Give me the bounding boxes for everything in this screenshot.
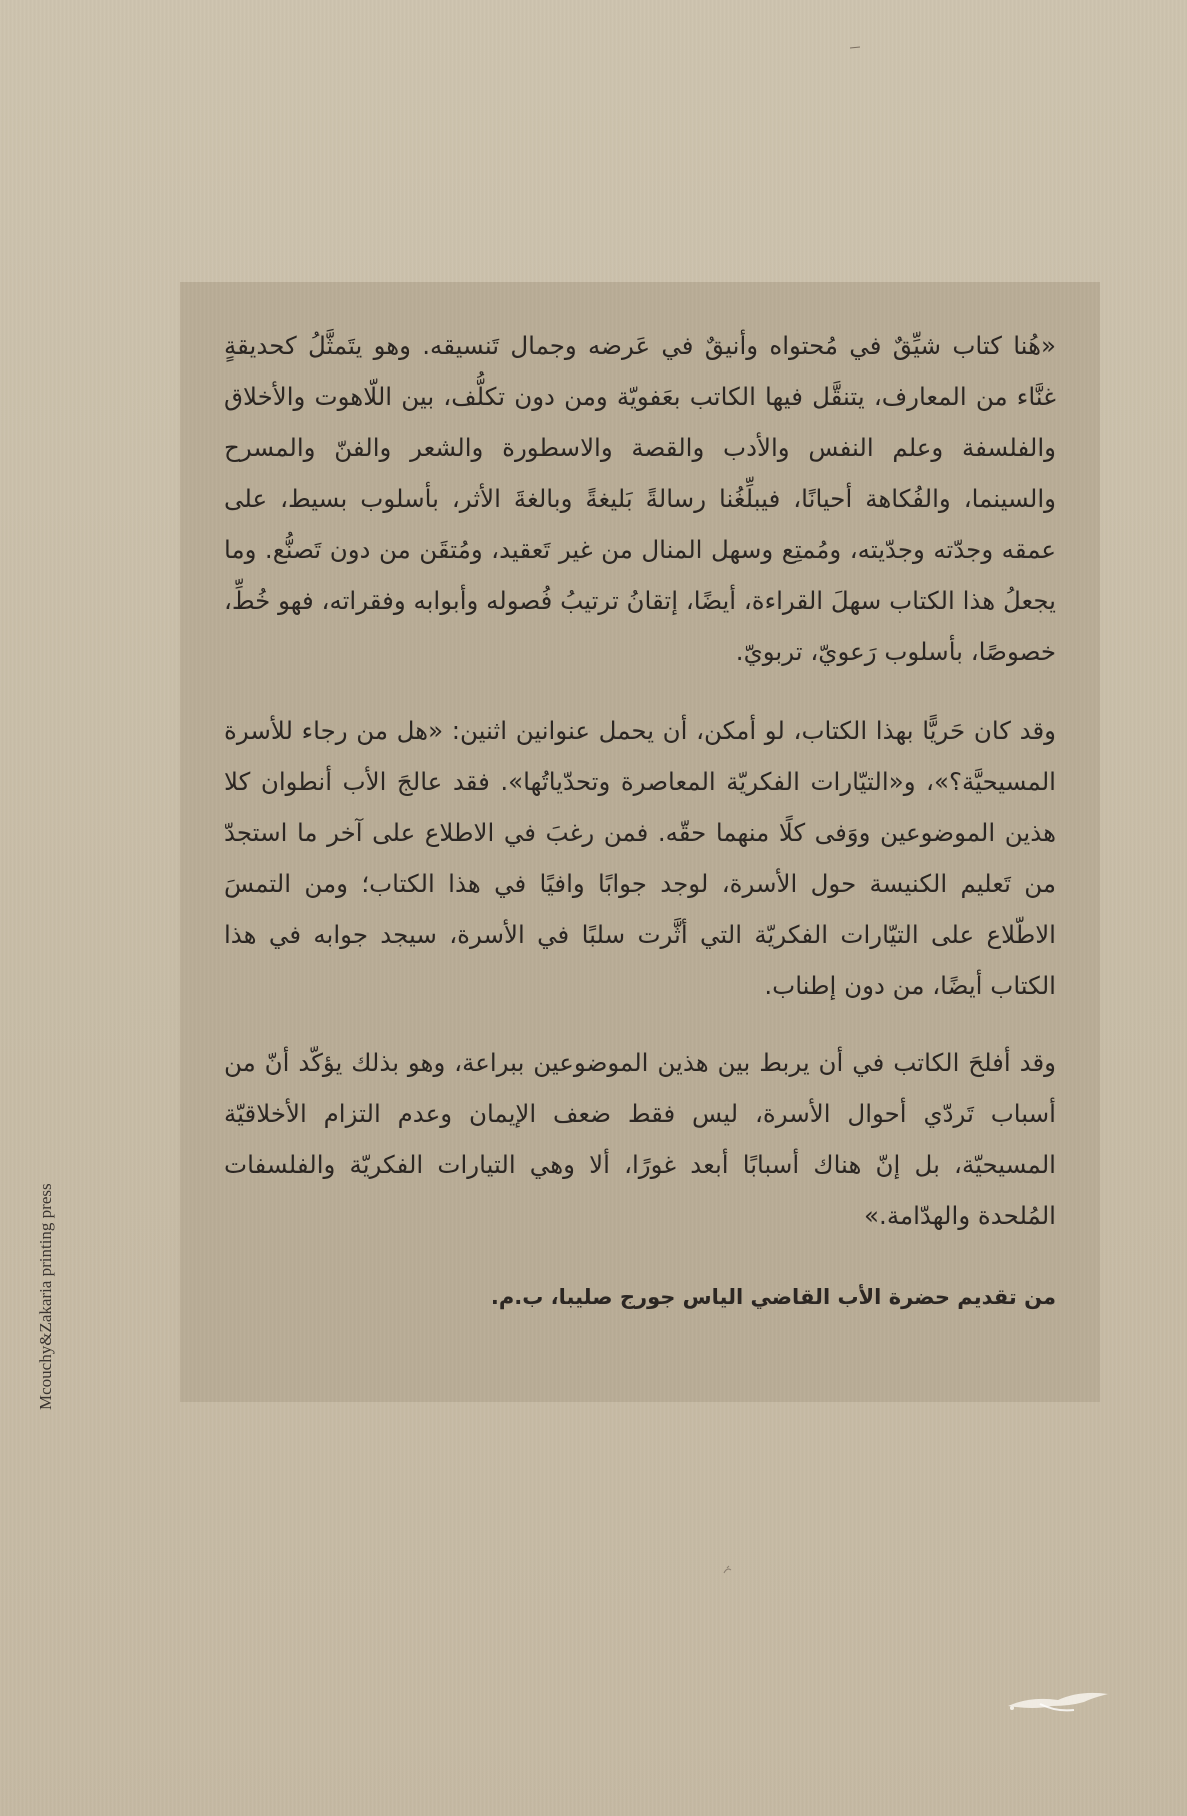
- blurb-paragraph-1: «هُنا كتاب شيِّقٌ في مُحتواه وأنيقٌ في عَرضه وجمال تَنسيقه. وهو يتَمثَّلُ كحديقةٍ غنَّاء من المعارف، يتنقَّل فيها الكاتب بعَفويّة ومن دون تكلُّف، بين اللّاهوت والأخلاق والفلسفة وعلم النفس والأدب والقصة والاسطورة والشعر والفنّ والمسرح والسينما، والفُكاهة أحيانًا، فيبلِّغُنا رسالةً بَليغةً وبالغةَ الأثر، بأسلوب بسيط، على عمقه وجدّته وجدّيته، ومُمتِع وسهل المنال من غير تَعقيد، ومُتقَن من دون تَصنُّع. وما يجعلُ هذا الكتاب سهلَ القراءة، أيضًا، إتقانُ ترتيبُ فُصوله وأبوابه وفقراته، فهو خُطِّ، خصوصًا، بأسلوب رَعويّ، تربويّ.: [224, 331, 1056, 666]
- blurb-paragraph-3: وقد أفلحَ الكاتب في أن يربط بين هذين الموضوعين ببراعة، وهو بذلك يؤكّد أنّ من أسباب تَردّي أحوال الأسرة، ليس فقط ضعف الإيمان وعدم التزام الأخلاقيّة المسيحيّة، بل إنّ هناك أسبابًا أبعد غورًا، ألا وهي التيارات الفكريّة والفلسفات المُلحدة والهدّامة.»: [224, 1048, 1056, 1230]
- paper-speck: [850, 36, 860, 42]
- blurb-panel: [180, 282, 1100, 1402]
- printer-credit-text: Mcouchy&Zakaria printing press: [36, 1183, 55, 1410]
- paper-speck: [722, 1560, 732, 1566]
- blurb-paragraph-2: وقد كان حَريًّا بهذا الكتاب، لو أمكن، أن يحمل عنوانين اثنين: «هل من رجاء للأسرة المسيحيَّة؟»، و«التيّارات الفكريّة المعاصرة وتحدّياتُها». فقد عالجَ الأب أنطوان كلا هذين الموضوعين ووَفى كلًا منهما حقّه. فمن رغبَ في الاطلاع على آخر ما استجدّ من تَعليم الكنيسة حول الأسرة، لوجد جوابًا وافيًا في هذا الكتاب؛ ومن التمسَ الاطّلاع على التيّارات الفكريّة التي أثَّرت سلبًا في الأسرة، سيجد جوابه في هذا الكتاب أيضًا، من دون إطناب.: [224, 716, 1056, 1000]
- bird-logo-icon: [1000, 1684, 1120, 1718]
- foreword-credit: من تقديم حضرة الأب القاضي الياس جورج صليبا، ب.م.: [490, 1285, 1056, 1309]
